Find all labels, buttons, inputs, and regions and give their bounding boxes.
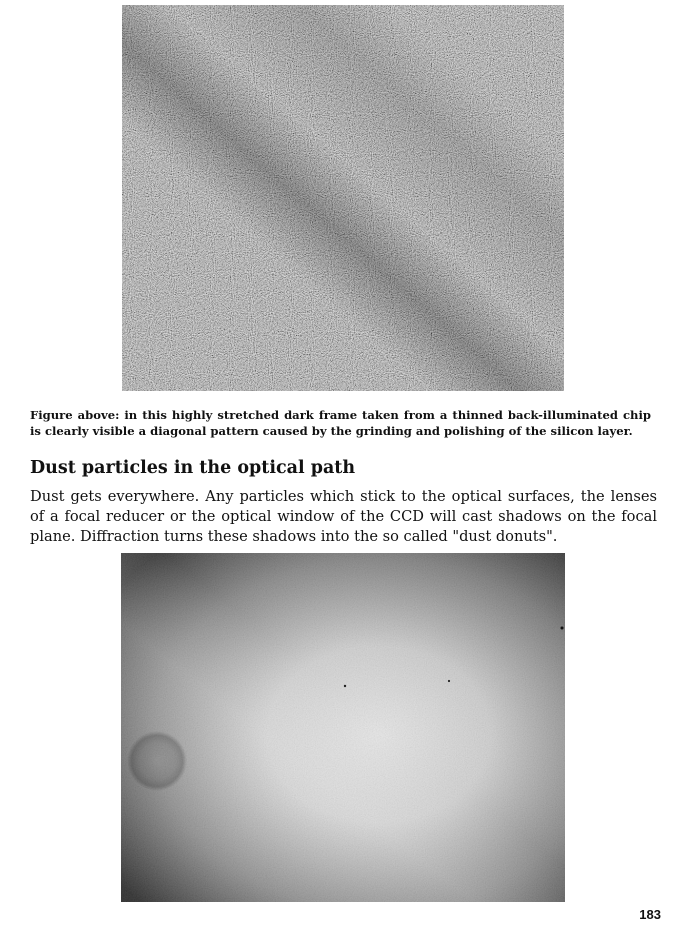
figure-caption: Figure above: in this highly stretched dark frame taken from a thinned back-illuminated chip is clearly visible a diagonal pattern caused by the grinding and polishing of the silicon layer.	[30, 408, 651, 438]
dust-donut	[127, 731, 187, 791]
section-heading: Dust particles in the optical path	[30, 458, 356, 478]
body-paragraph: Dust gets everywhere. Any particles which stick to the optical surfaces, the lenses of a focal reducer or the optical window of the CCD will cast shadows on the focal plane. Diffraction turns these shadows into the so called "dust donuts".	[30, 488, 657, 545]
dark-frame-image	[122, 5, 564, 391]
dark-frame-graphic	[122, 5, 564, 391]
dust-donut-graphic	[121, 553, 565, 902]
dust-donut-image	[121, 553, 565, 902]
page-number: 183	[639, 907, 661, 922]
